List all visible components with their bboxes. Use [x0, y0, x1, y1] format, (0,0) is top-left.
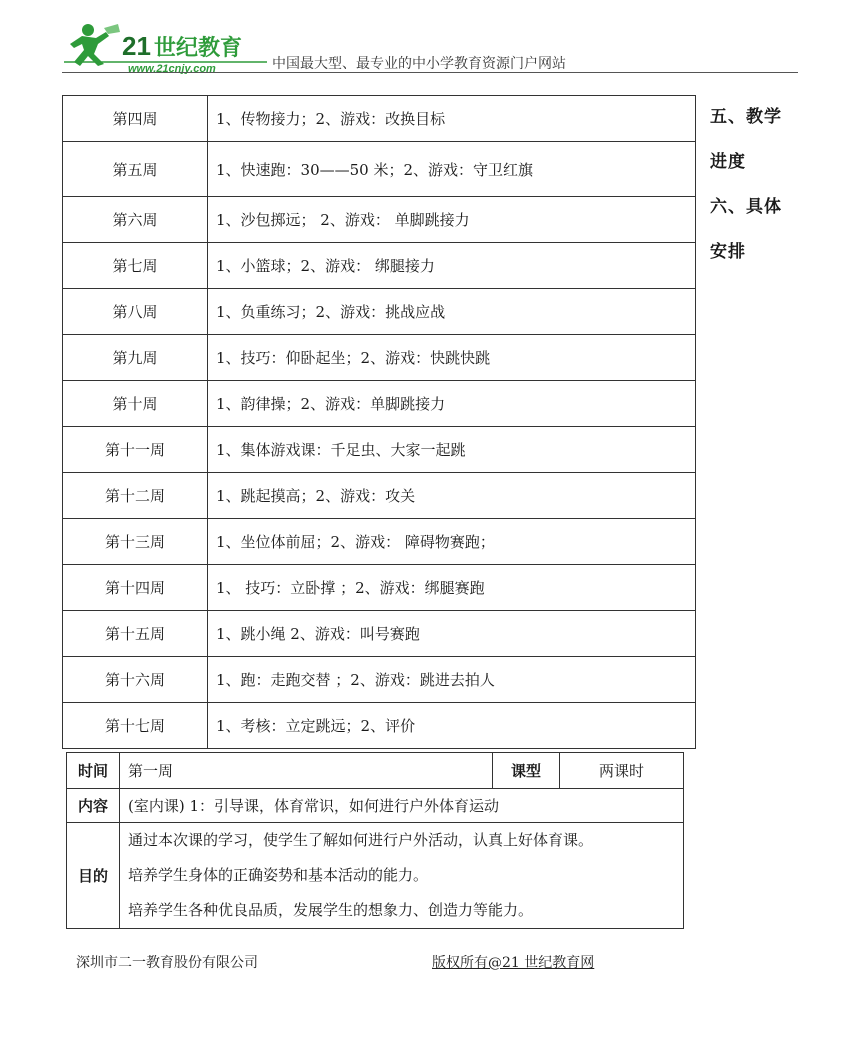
activity-cell: 1、跑：走跑交替 ；2、游戏：跳进去拍人 — [208, 657, 696, 703]
week-cell: 第十三周 — [63, 519, 208, 565]
activity-cell: 1、 技巧：立卧撑 ；2、游戏：绑腿赛跑 — [208, 565, 696, 611]
section-heading: 安排 — [710, 242, 746, 262]
weekly-schedule-table — [62, 95, 696, 749]
activity-cell: 1、快速跑：30——50 米；2、游戏：守卫红旗 — [208, 142, 696, 197]
schedule-row — [63, 335, 696, 381]
activity-cell: 1、韵律操；2、游戏：单脚跳接力 — [208, 381, 696, 427]
activity-cell: 1、集体游戏课：千足虫、大家一起跳 — [208, 427, 696, 473]
section-heading: 六、具体 — [710, 197, 782, 217]
schedule-row — [63, 703, 696, 749]
activity-cell: 1、坐位体前屈；2、游戏： 障碍物赛跑； — [208, 519, 696, 565]
time-label: 时间 — [67, 753, 120, 789]
type-value: 两课时 — [560, 753, 684, 789]
schedule-row — [63, 243, 696, 289]
week-cell: 第九周 — [63, 335, 208, 381]
week-cell: 第四周 — [63, 96, 208, 142]
time-value: 第一周 — [120, 753, 493, 789]
goal-label: 目的 — [67, 823, 120, 929]
schedule-row — [63, 289, 696, 335]
content-value: (室内课) 1：引导课，体育常识，如何进行户外体育运动 — [120, 789, 684, 823]
goal-item: 通过本次课的学习，使学生了解如何进行户外活动，认真上好体育课。 — [128, 831, 594, 849]
week-cell: 第十五周 — [63, 611, 208, 657]
activity-cell: 1、跳起摸高；2、游戏：攻关 — [208, 473, 696, 519]
goal-list — [120, 823, 684, 929]
schedule-row — [63, 657, 696, 703]
goal-item: 培养学生各种优良品质，发展学生的想象力、创造力等能力。 — [128, 901, 534, 919]
activity-cell: 1、跳小绳 2、游戏：叫号赛跑 — [208, 611, 696, 657]
lesson-plan-table — [66, 752, 684, 929]
week-cell: 第十二周 — [63, 473, 208, 519]
section-heading: 五、教学 — [710, 107, 782, 127]
section-headings — [710, 95, 810, 275]
type-label: 课型 — [493, 753, 560, 789]
week-cell: 第十周 — [63, 381, 208, 427]
runner-icon — [70, 24, 120, 66]
page-header — [62, 22, 798, 76]
activity-cell: 1、传物接力；2、游戏：改换目标 — [208, 96, 696, 142]
activity-cell: 1、考核：立定跳远；2、评价 — [208, 703, 696, 749]
schedule-row — [63, 565, 696, 611]
section-heading: 进度 — [710, 152, 746, 172]
schedule-row — [63, 519, 696, 565]
week-cell: 第八周 — [63, 289, 208, 335]
week-cell: 第五周 — [63, 142, 208, 197]
svg-text:www.21cnjy.com: www.21cnjy.com — [128, 63, 216, 74]
svg-text:21: 21 — [122, 31, 151, 61]
schedule-row — [63, 473, 696, 519]
week-cell: 第十七周 — [63, 703, 208, 749]
site-tagline: 中国最大型、最专业的中小学教育资源门户网站 — [272, 56, 566, 72]
content-label: 内容 — [67, 789, 120, 823]
goal-item: 培养学生身体的正确姿势和基本活动的能力。 — [128, 866, 429, 884]
schedule-row — [63, 381, 696, 427]
svg-text:世纪教育: 世纪教育 — [154, 36, 243, 61]
schedule-row — [63, 611, 696, 657]
week-cell: 第十四周 — [63, 565, 208, 611]
week-cell: 第十六周 — [63, 657, 208, 703]
schedule-row — [63, 197, 696, 243]
activity-cell: 1、小篮球；2、游戏： 绑腿接力 — [208, 243, 696, 289]
footer-copyright-link[interactable]: 版权所有@21 世纪教育网 — [432, 955, 595, 971]
header-divider — [62, 72, 798, 73]
schedule-row — [63, 96, 696, 142]
week-cell: 第七周 — [63, 243, 208, 289]
schedule-row — [63, 427, 696, 473]
activity-cell: 1、沙包掷远； 2、游戏： 单脚跳接力 — [208, 197, 696, 243]
activity-cell: 1、负重练习；2、游戏：挑战应战 — [208, 289, 696, 335]
footer-company: 深圳市二一教育股份有限公司 — [76, 955, 258, 971]
week-cell: 第六周 — [63, 197, 208, 243]
week-cell: 第十一周 — [63, 427, 208, 473]
site-logo — [62, 22, 272, 74]
activity-cell: 1、技巧：仰卧起坐；2、游戏：快跳快跳 — [208, 335, 696, 381]
schedule-row — [63, 142, 696, 197]
